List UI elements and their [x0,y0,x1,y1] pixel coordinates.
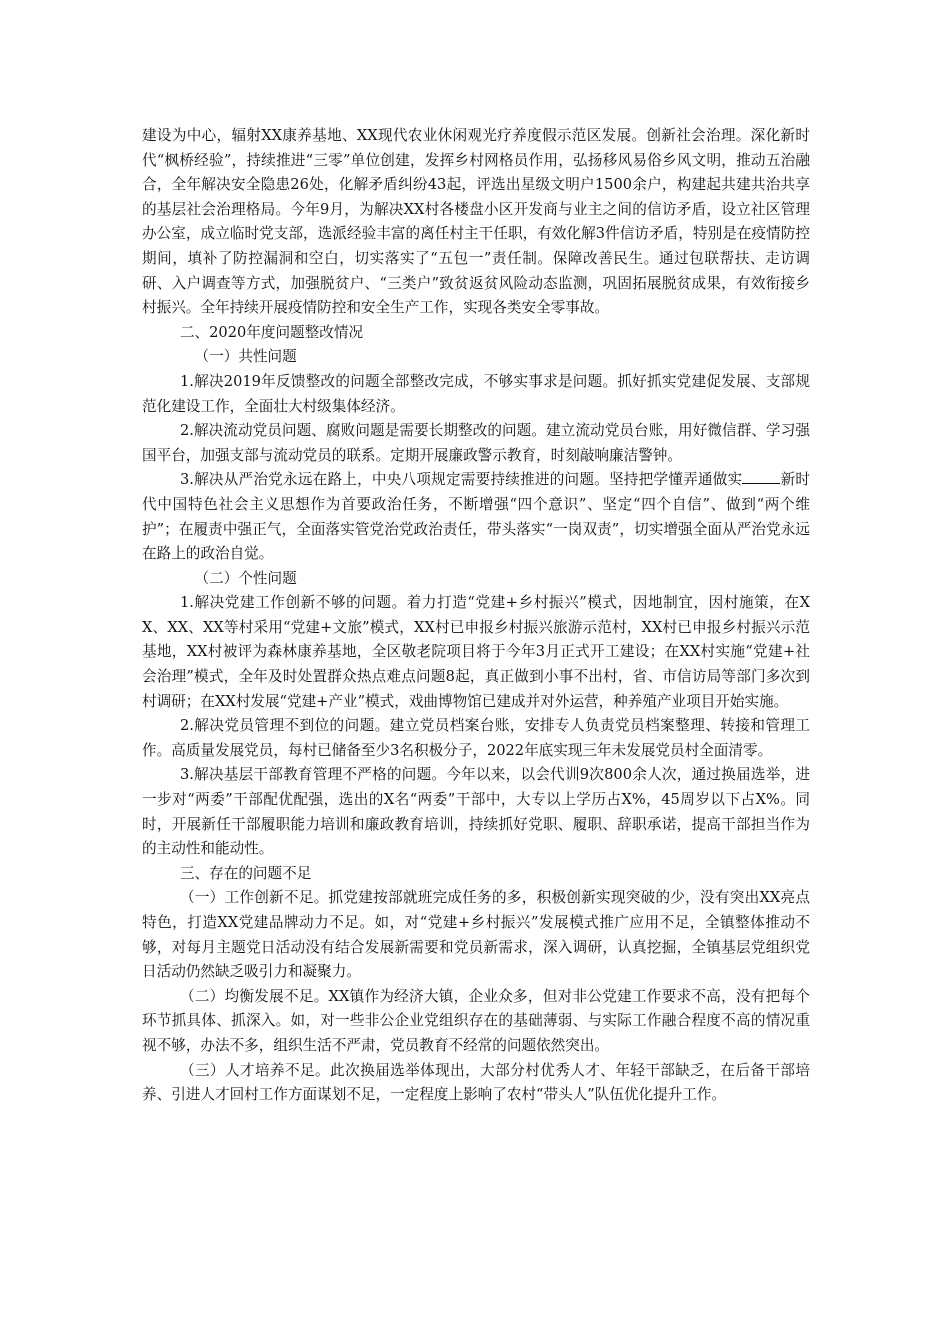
blank-underline [742,469,780,484]
paragraph-shortcoming-3: （三）人才培养不足。此次换届选举体现出，大部分村优秀人才、年轻干部缺乏，在后备干部培养、引进人才回村工作方面谋划不足，一定程度上影响了农村“带头人”队伍优化提升工作。 [142,1061,810,1104]
section-heading-3: 三、存在的问题不足 [179,864,312,882]
subheading-common-issues: （一）共性问题 [194,348,297,366]
paragraph-common-2: 2.解决流动党员问题、腐败问题是需要长期整改的问题。建立流动党员台账，用好微信群、学习强国平台，加强支部与流动党员的联系。定期开展廉政警示教育，时刻敲响廉洁警钟。 [142,422,810,464]
section-heading-2: 二、2020年度问题整改情况 [179,323,364,341]
document-body [142,124,810,1108]
paragraph-shortcoming-2: （二）均衡发展不足。XX镇作为经济大镇，企业众多，但对非公党建工作要求不高，没有把每个环节抓具体、抓深入。如，对一些非公企业党组织存在的基础薄弱、与实际工作融合程度不高的情况重视不够，办法不多，组织生活不严肃，党员教育不经常的问题依然突出。 [142,987,810,1054]
subheading-individual-issues: （二）个性问题 [194,569,297,587]
paragraph-shortcoming-1: （一）工作创新不足。抓党建按部就班完成任务的多，积极创新实现突破的少，没有突出XX亮点特色，打造XX党建品牌动力不足。如，对“党建+乡村振兴”发展模式推广应用不足，全镇整体推动不够，对每月主题党日活动没有结合发展新需要和党员新需求，深入调研，认真挖掘，全镇基层党组织党日活动仍然缺乏吸引力和凝聚力。 [142,889,810,981]
paragraph-common-3-part-b: 新时代中国特色社会主义思想作为首要政治任务，不断增强“四个意识”、坚定“四个自信”、做到“两个维护”；在履责中强正气，全面落实管党治党政治责任，带头落实“一岗双责”，切实增强全面从严治党永远在路上的政治自觉。 [142,471,810,563]
paragraph-common-1: 1.解决2019年反馈整改的问题全部整改完成，不够实事求是问题。抓好抓实党建促发展、支部规范化建设工作，全面壮大村级集体经济。 [142,372,810,415]
paragraph-common-3 [142,468,810,566]
paragraph-common-3-part-a: 3.解决从严治党永远在路上，中央八项规定需要持续推进的问题。坚持把学懂弄通做实 [179,471,743,489]
paragraph-individual-1: 1.解决党建工作创新不够的问题。着力打造“党建+乡村振兴”模式，因地制宜，因村施策，在XX、XX、XX等村采用“党建+文旅”模式，XX村已申报乡村振兴旅游示范村，XX村已申报乡村振兴示范基地，XX村被评为森林康养基地，全区敬老院项目将于今年3月正式开工建设；在XX村实施“党建+社会治理”模式，全年及时处置群众热点难点问题8起，真正做到小事不出村，省、市信访局等部门多次到村调研；在XX村发展“党建+产业”模式，戏曲博物馆已建成并对外运营，种养殖产业项目开始实施。 [142,594,810,710]
paragraph-individual-3: 3.解决基层干部教育管理不严格的问题。今年以来，以会代训9次800余人次，通过换届选举，进一步对“两委”干部配优配强，选出的X名“两委”干部中，大专以上学历占X%，45周岁以下占X%。同时，开展新任干部履职能力培训和廉政教育培训，持续抓好党职、履职、辞职承诺，提高干部担当作为的主动性和能动性。 [142,766,810,858]
paragraph-individual-2: 2.解决党员管理不到位的问题。建立党员档案台账，安排专人负责党员档案整理、转接和管理工作。高质量发展党员，每村已储备至少3名积极分子，2022年底实现三年未发展党员村全面清零。 [142,717,810,759]
paragraph-intro: 建设为中心，辐射XX康养基地、XX现代农业休闲观光疗养度假示范区发展。创新社会治理。深化新时代“枫桥经验”，持续推进“三零”单位创建，发挥乡村网格员作用，弘扬移风易俗乡风文明，推动五治融合，全年解决安全隐患26处，化解矛盾纠纷43起，评选出星级文明户1500余户，构建起共建共治共享的基层社会治理格局。今年9月，为解决XX村各楼盘小区开发商与业主之间的信访矛盾，设立社区管理办公室，成立临时党支部，选派经验丰富的离任村主干任职，有效化解3件信访矛盾，特别是在疫情防控期间，填补了防控漏洞和空白，切实落实了“五包一”责任制。保障改善民生。通过包联帮扶、走访调研、入户调查等方式，加强脱贫户、“三类户”致贫返贫风险动态监测，巩固拓展脱贫成果，有效衔接乡村振兴。全年持续开展疫情防控和安全生产工作，实现各类安全零事故。 [142,127,810,317]
